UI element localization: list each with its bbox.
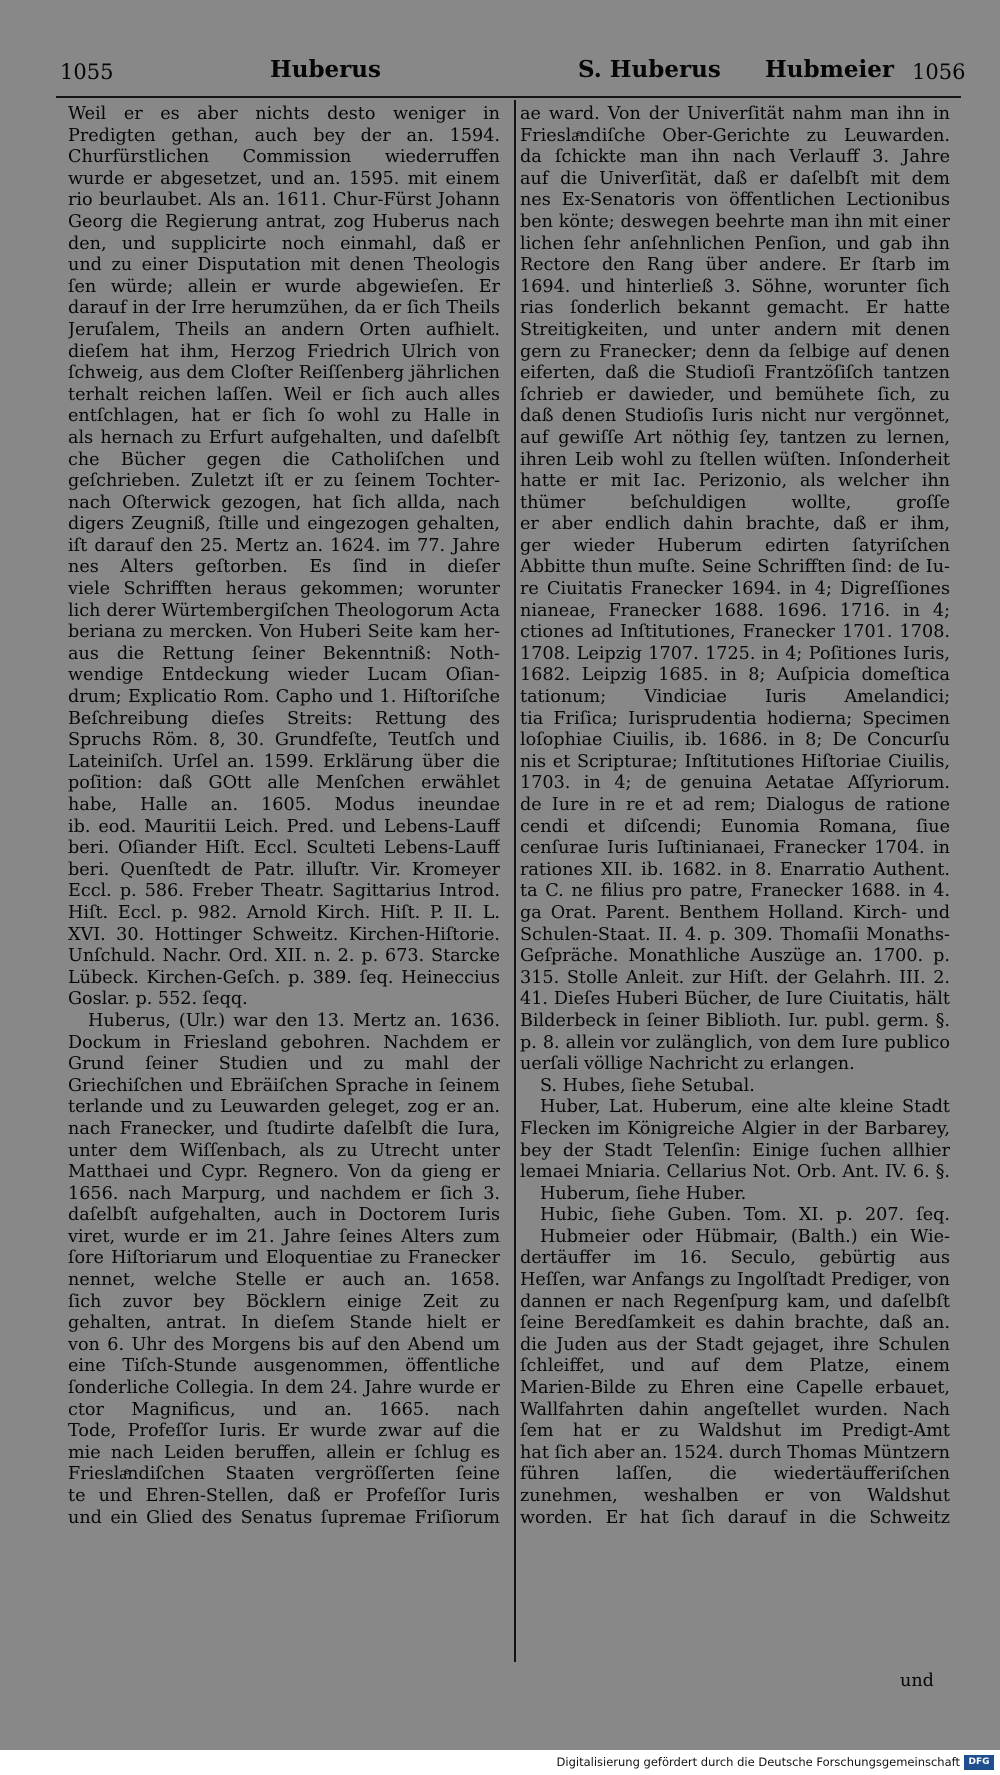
right-column-line: bey der Stadt Telenſin: Einige ſuchen allhier	[520, 1140, 950, 1161]
right-column-line: cenſurae Iuris Iuſtinianaei, Franecker 1704. in	[520, 838, 950, 859]
right-column-line: ihren Leib wohl zu ſtellen wüſten. Inſonderheit	[520, 449, 950, 470]
left-column	[68, 104, 500, 1529]
left-column-line: viret, wurde er im 21. Jahre ſeines Alters zum	[68, 1226, 500, 1247]
right-column-line: Bilderbeck in ſeiner Biblioth. Iur. publ. germ. §.	[520, 1010, 950, 1031]
left-column-line: beri. Oſiander Hiſt. Eccl. Sculteti Lebens-Lauff	[68, 838, 500, 859]
left-column-line: Lübeck. Kirchen-Geſch. p. 389. ſeq. Heineccius	[68, 967, 500, 988]
left-column-line: als hernach zu Erfurt aufgehalten, und daſelbſt	[68, 427, 500, 448]
right-column-line: nianeae, Franecker 1688. 1696. 1716. in 4;	[520, 600, 950, 621]
left-column-line: und zu einer Disputation mit denen Theologis	[68, 255, 500, 276]
left-column-line: von 6. Uhr des Morgens bis auf den Abend um	[68, 1334, 500, 1355]
right-column-line: Abbitte thun muſte. Seine Schrifften ſind: de Iu-	[520, 557, 950, 578]
right-column-line: dertäuffer im 16. Seculo, gebürtig aus	[520, 1248, 950, 1269]
left-column-line: ctor Magnificus, und an. 1665. nach	[68, 1399, 500, 1420]
left-column-line: terlande und zu Leuwarden geleget, zog er an.	[68, 1097, 500, 1118]
right-column-line: 1682. Leipzig 1685. in 8; Auſpicia domeſtica	[520, 665, 950, 686]
left-column-line: wendige Entdeckung wieder Lucam Oſian-	[68, 665, 500, 686]
left-column-line: nes Alters geſtorben. Es ſind in dieſer	[68, 557, 500, 578]
right-column-line: ae ward. Von der Univerſität nahm man ihn in	[520, 104, 950, 124]
right-column-line: tia Friſica; Iurisprudentia hodierna; Specimen	[520, 708, 950, 729]
right-column-line: auf die Univerſität, daß er daſelbſt mit dem	[520, 168, 950, 189]
left-column-line: mie nach Leiden beruffen, allein er ſchlug es	[68, 1442, 500, 1463]
footer-bar	[0, 1751, 1000, 1775]
left-column-line: Matthaei und Cypr. Regnero. Von da gieng er	[68, 1162, 500, 1183]
right-column-line: ſem hat er zu Waldshut im Predigt-Amt	[520, 1421, 950, 1442]
left-column-line: digers Zeugniß, ſtille und eingezogen gehalten,	[68, 514, 500, 535]
left-column-line: darauf in der Irre herumzühen, da er ſich Theils	[68, 298, 500, 319]
left-column-line: beri. Quenſtedt de Patr. illuſtr. Vir. Kromeyer	[68, 859, 500, 880]
right-column-line: lemaei Mniaria. Cellarius Not. Orb. Ant. IV. 6. §.	[520, 1162, 950, 1183]
left-column-line: und ein Glied des Senatus ſupremae Friſiorum	[68, 1507, 500, 1528]
left-column-line: che Bücher gegen die Catholiſchen und	[68, 449, 500, 470]
left-column-line: nennet, welche Stelle er auch an. 1658.	[68, 1270, 500, 1291]
left-column-line: Beſchreibung dieſes Streits: Rettung des	[68, 708, 500, 729]
right-column-line: 315. Stolle Anleit. zur Hiſt. der Gelahrh. III. 2.	[520, 967, 950, 988]
right-column-line: 1694. und hinterließ 3. Söhne, worunter ſich	[520, 276, 950, 297]
left-column-line: ſen würde; allein er wurde abgewieſen. Er	[68, 276, 500, 297]
right-column-line: er aber endlich dahin brachte, daß er ihm,	[520, 514, 950, 535]
left-column-line: nach Franecker, und ſtudirte daſelbſt die Iura,	[68, 1118, 500, 1139]
right-column-line: dannen er nach Regenſpurg kam, und daſelbſt	[520, 1291, 950, 1312]
right-column-line: rationes XII. ib. 1682. in 8. Enarratio Authent.	[520, 859, 950, 880]
left-column-line: Lateiniſch. Urſel an. 1599. Erklärung über die	[68, 751, 500, 772]
page-number-left: 1055	[60, 60, 114, 84]
header-rule	[56, 96, 961, 98]
right-column-line: daß denen Studioſis Iuris nicht nur vergönnet,	[520, 406, 950, 427]
right-column-line: ta C. ne filius pro patre, Franecker 1688. in 4.	[520, 881, 950, 902]
right-column-line: Huberum, ſiehe Huber.	[540, 1183, 747, 1204]
right-column-line: ſchrieb er dawieder, und bemühete ſich, zu	[520, 384, 950, 405]
right-column-line: ſchleiffet, und auf dem Platze, einem	[520, 1356, 950, 1377]
left-column-line: 1656. nach Marpurg, und nachdem er ſich 3.	[68, 1183, 500, 1204]
right-column-line: die Juden aus der Stadt gejaget, ihre Schulen	[520, 1334, 950, 1355]
left-column-line: terhalt reichen laſſen. Weil er ſich auch alles	[68, 384, 500, 405]
left-column-line: Huberus, (Ulr.) war den 13. Mertz an. 1636.	[88, 1010, 500, 1031]
right-column-line: führen laſſen, die wiedertäufferiſchen	[520, 1464, 950, 1485]
left-column-line: poſition: daß GOtt alle Menſchen erwählet	[68, 773, 500, 794]
left-column-line: Griechiſchen und Ebräiſchen Sprache in ſeinem	[68, 1075, 500, 1096]
left-column-line: Tode, Profeſſor Iuris. Er wurde zwar auf die	[68, 1421, 500, 1442]
right-column-line: Heſſen, war Anfangs zu Ingolſtadt Prediger, von	[520, 1270, 950, 1291]
left-column-line: lich derer Würtembergiſchen Theologorum Acta	[68, 600, 500, 621]
right-column	[520, 104, 950, 1529]
right-column-line: cendi et diſcendi; Eunomia Romana, ſiue	[520, 816, 950, 837]
right-column-line: thümer beſchuldigen wollte, groſſe	[520, 492, 950, 513]
left-column-line: unter dem Wiſſenbach, als zu Utrecht unter	[68, 1140, 500, 1161]
right-column-line: nes Ex-Senatoris von öffentlichen Lectionibus	[520, 190, 950, 211]
right-column-line: ben könte; deswegen beehrte man ihn mit einer	[520, 211, 950, 232]
right-column-line: p. 8. allein vor zulänglich, von dem Iure publico	[520, 1032, 950, 1053]
left-column-line: Eccl. p. 586. Freber Theatr. Sagittarius Introd.	[68, 881, 500, 902]
left-column-line: Spruchs Röm. 8, 30. Grundfeſte, Teutſch und	[68, 730, 500, 751]
left-column-line: viele Schrifften heraus gekommen; worunter	[68, 579, 500, 600]
left-column-line: Hiſt. Eccl. p. 982. Arnold Kirch. Hiſt. P. II. L.	[68, 902, 500, 923]
left-column-line: ſchweig, aus dem Cloſter Reiſſenberg jährlichen	[68, 363, 500, 384]
digitization-credit: Digitalisierung gefördert durch die Deutsche Forschungsgemeinschaft	[556, 1755, 960, 1769]
left-column-line: nach Oſterwick gezogen, hat ſich allda, nach	[68, 492, 500, 513]
left-column-line: wurde er abgesetzet, und an. 1595. mit einem	[68, 168, 500, 189]
right-column-line: Wallfahrten dahin angeſtellet wurden. Nach	[520, 1399, 950, 1420]
left-column-line: Grund ſeiner Studien und zu mahl der	[68, 1054, 500, 1075]
right-column-line: Flecken im Königreiche Algier in der Barbarey,	[520, 1118, 950, 1139]
right-column-line: ga Orat. Parent. Benthem Holland. Kirch- und	[520, 902, 950, 923]
running-head-left: Huberus	[270, 56, 381, 83]
right-column-line: 1703. in 4; de genuina Aetatae Aſſyriorum.	[520, 773, 950, 794]
right-column-line: 1708. Leipzig 1707. 1725. in 4; Poſitiones Iuris,	[520, 643, 950, 664]
right-column-line: S. Hubes, ſiehe Setubal.	[540, 1075, 755, 1096]
right-column-line: re Ciuitatis Franecker 1694. in 4; Digreſſiones	[520, 579, 950, 600]
right-column-line: Rectore den Rang über andere. Er ſtarb im	[520, 255, 950, 276]
right-column-line: ctiones ad Inſtitutiones, Franecker 1701. 1708.	[520, 622, 950, 643]
right-column-line: worden. Er hat ſich darauf in die Schweitz	[520, 1507, 950, 1528]
left-column-line: Frieslaͤndiſchen Staaten vergröſſerten ſeine	[68, 1464, 500, 1485]
left-column-line: Churfürstlichen Commission wiederruffen	[68, 147, 500, 168]
right-column-line: Frieslaͤndiſche Ober-Gerichte zu Leuwarden.	[520, 125, 950, 146]
right-column-line: lichen ſehr anſehnlichen Penſion, und gab ihn	[520, 233, 950, 254]
running-head-center: S. Huberus	[578, 56, 721, 83]
left-column-line: Weil er es aber nichts desto weniger in	[68, 104, 500, 124]
left-column-line: XVI. 30. Hottinger Schweitz. Kirchen-Hiſtorie.	[68, 924, 500, 945]
left-column-line: te und Ehren-Stellen, daß er Profeſſor Iuris	[68, 1486, 500, 1506]
page-number-right: 1056	[912, 60, 966, 84]
right-column-line: Hubmeier oder Hübmair, (Balth.) ein Wie-	[540, 1226, 950, 1247]
left-column-line: Jeruſalem, Theils an andern Orten aufhielt.	[68, 319, 500, 340]
right-column-line: rias ſonderlich bekannt gemacht. Er hatte	[520, 298, 950, 319]
left-column-line: Georg die Regierung antrat, zog Huberus nach	[68, 211, 500, 232]
left-column-line: den, und supplicirte noch einmahl, daß er	[68, 233, 500, 254]
right-column-line: 41. Dieſes Huberi Bücher, de Iure Ciuitatis, hält	[520, 989, 950, 1010]
right-column-line: hatte er mit Iac. Perizonio, als welcher ihn	[520, 471, 950, 492]
right-column-line: auf gewiſſe Art nöthig ſey, tantzen zu lernen,	[520, 427, 950, 448]
left-column-line: eine Tiſch-Stunde ausgenommen, öffentliche	[68, 1356, 500, 1377]
right-column-line: loſophiae Ciuilis, ib. 1686. in 8; De Concurſu	[520, 730, 950, 751]
left-column-line: ſonderliche Collegia. In dem 24. Jahre wurde er	[68, 1378, 500, 1399]
right-column-line: Huber, Lat. Huberum, eine alte kleine Stadt	[540, 1097, 950, 1118]
left-column-line: aus die Rettung ſeiner Bekenntniß: Noth-	[68, 643, 500, 664]
left-column-line: Dockum in Friesland gebohren. Nachdem er	[68, 1032, 500, 1053]
left-column-line: ſore Hiſtoriarum und Eloquentiae zu Franecker	[68, 1248, 500, 1269]
right-column-line: ſeine Beredſamkeit es dahin brachte, daß an.	[520, 1313, 950, 1334]
dfg-logo: DFG	[964, 1755, 994, 1770]
left-column-line: iſt darauf den 25. Mertz an. 1624. im 77. Jahre	[68, 535, 500, 556]
right-column-line: tationum; Vindiciae Iuris Amelandici;	[520, 687, 950, 708]
right-column-line: Streitigkeiten, und unter andern mit denen	[520, 319, 950, 340]
left-column-line: rio beurlaubet. Als an. 1611. Chur-Fürst Johann	[68, 190, 500, 211]
left-column-line: daſelbſt aufgehalten, auch in Doctorem Iuris	[68, 1205, 500, 1226]
left-column-line: Goslar. p. 552. ſeqq.	[68, 989, 248, 1010]
left-column-line: beriana zu mercken. Von Huberi Seite kam her-	[68, 622, 500, 643]
left-column-line: gehalten, antrat. In dieſem Stande hielt er	[68, 1313, 500, 1334]
right-column-line: Hubic, ſiehe Guben. Tom. XI. p. 207. ſeq.	[540, 1205, 950, 1226]
right-column-line: zunehmen, weshalben er von Waldshut	[520, 1486, 950, 1506]
right-column-line: Schulen-Staat. II. 4. p. 309. Thomaſii Monaths-	[520, 924, 950, 945]
left-column-line: entſchlagen, hat er ſich ſo wohl zu Halle in	[68, 406, 500, 427]
right-column-line: Marien-Bilde zu Ehren eine Capelle erbauet,	[520, 1378, 950, 1399]
right-column-line: ger wieder Huberum edirten ſatyriſchen	[520, 535, 950, 556]
left-column-line: geſchrieben. Zuletzt iſt er zu ſeinem Tochter-	[68, 471, 500, 492]
left-column-line: ſich zuvor bey Böcklern einige Zeit zu	[68, 1291, 500, 1312]
left-column-line: Unſchuld. Nachr. Ord. XII. n. 2. p. 673. Starcke	[68, 946, 500, 967]
right-column-line: eiferten, daß die Studioſi Frantzöſiſch tantzen	[520, 363, 950, 384]
right-column-line: uerſali völlige Nachricht zu erlangen.	[520, 1054, 855, 1075]
catchword: und	[900, 1671, 934, 1691]
column-divider	[514, 100, 516, 1662]
right-column-line: de Iure in re et ad rem; Dialogus de ratione	[520, 795, 950, 815]
right-column-line: hat ſich aber an. 1524. durch Thomas Müntzern	[520, 1442, 950, 1463]
running-head-right: Hubmeier	[765, 56, 894, 83]
right-column-line: da ſchickte man ihn nach Verlauff 3. Jahre	[520, 147, 950, 168]
left-column-line: dieſem hat ihm, Herzog Friedrich Ulrich von	[68, 341, 500, 362]
left-column-line: Predigten gethan, auch bey der an. 1594.	[68, 125, 500, 146]
right-column-line: nis et Scripturae; Inſtitutiones Hiſtoriae Ciuilis,	[520, 751, 950, 772]
left-column-line: ib. eod. Mauritii Leich. Pred. und Lebens-Lauff	[68, 816, 500, 837]
left-column-line: drum; Explicatio Rom. Capho und 1. Hiſtoriſche	[68, 687, 500, 708]
left-column-line: habe, Halle an. 1605. Modus ineundae	[68, 795, 500, 815]
right-column-line: gern zu Franecker; denn da ſelbige auf denen	[520, 341, 950, 362]
right-column-line: Geſpräche. Monathliche Auszüge an. 1700. p.	[520, 946, 950, 967]
